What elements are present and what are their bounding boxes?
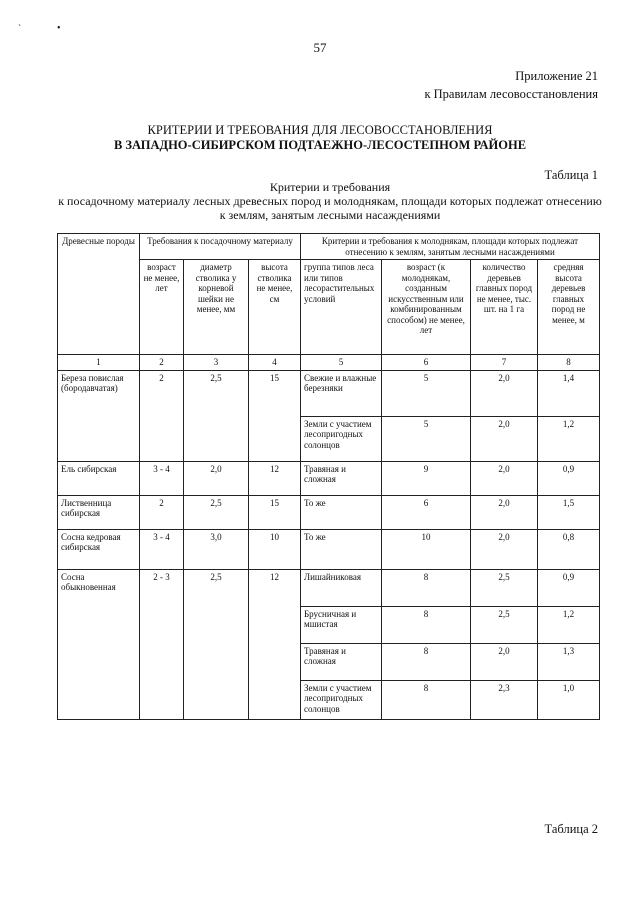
stem-height-cell: 12 [249, 461, 301, 495]
stem-height-cell: 10 [249, 529, 301, 569]
young-age-cell: 8 [382, 606, 471, 643]
average-height-cell: 1,4 [538, 370, 600, 416]
table-row [58, 569, 600, 606]
header-row-1 [58, 234, 600, 260]
header-tree-count: количество деревьев главных пород не менее, тыс. шт. на 1 га [471, 260, 538, 355]
column-number: 7 [471, 355, 538, 371]
column-number: 4 [249, 355, 301, 371]
column-number: 2 [140, 355, 184, 371]
species-cell: Береза повислая (бородавчатая) [58, 370, 140, 461]
table-2-label: Таблица 2 [544, 822, 598, 836]
forest-type-cell: Свежие и влажные березняки [301, 370, 382, 416]
table-row [58, 529, 600, 569]
young-age-cell: 5 [382, 416, 471, 461]
young-age-cell: 10 [382, 529, 471, 569]
table-subtitle [40, 180, 620, 222]
species-cell: Ель сибирская [58, 461, 140, 495]
table-label: Таблица 1 [544, 168, 598, 182]
header-age: возраст не менее, лет [140, 260, 184, 355]
tree-count-cell: 2,0 [471, 529, 538, 569]
stem-diameter-cell: 2,5 [184, 569, 249, 719]
average-height-cell: 0,8 [538, 529, 600, 569]
appendix-block [424, 67, 598, 103]
forest-type-cell: Земли с участием лесопригодных солонцов [301, 680, 382, 719]
scan-mark-left: ` [18, 24, 22, 35]
table-row [58, 370, 600, 416]
average-height-cell: 1,2 [538, 416, 600, 461]
tree-count-cell: 2,0 [471, 416, 538, 461]
stem-diameter-cell: 2,5 [184, 370, 249, 461]
seedling-age-cell: 2 - 3 [140, 569, 184, 719]
species-cell: Сосна обыкновенная [58, 569, 140, 719]
average-height-cell: 1,2 [538, 606, 600, 643]
forest-type-cell: То же [301, 495, 382, 529]
stem-diameter-cell: 2,5 [184, 495, 249, 529]
young-age-cell: 8 [382, 680, 471, 719]
header-height: высота стволика не менее, см [249, 260, 301, 355]
column-number: 5 [301, 355, 382, 371]
header-species: Древесные породы [58, 234, 140, 355]
title-line-2: В ЗАПАДНО-СИБИРСКОМ ПОДТАЕЖНО-ЛЕСОСТЕПНОМ РАЙОНЕ [113, 138, 527, 152]
species-cell: Лиственница сибирская [58, 495, 140, 529]
column-number: 6 [382, 355, 471, 371]
average-height-cell: 0,9 [538, 569, 600, 606]
header-average-height: средняя высота деревьев главных пород не менее, м [538, 260, 600, 355]
header-young-stands: Критерии и требования к молоднякам, площади которых подлежат отнесению к землям, занятым лесными насаждениями [301, 234, 600, 260]
title-line-1: КРИТЕРИИ И ТРЕБОВАНИЯ ДЛЯ ЛЕСОВОССТАНОВЛЕНИЯ [147, 123, 493, 137]
column-number: 8 [538, 355, 600, 371]
appendix-line-1: Приложение 21 [515, 69, 598, 83]
tree-count-cell: 2,5 [471, 606, 538, 643]
forest-type-cell: Травяная и сложная [301, 643, 382, 680]
column-number: 1 [58, 355, 140, 371]
tree-count-cell: 2,0 [471, 461, 538, 495]
forest-type-cell: Земли с участием лесопригодных солонцов [301, 416, 382, 461]
stem-height-cell: 12 [249, 569, 301, 719]
appendix-line-2: к Правилам лесовосстановления [424, 87, 598, 101]
forest-type-cell: Лишайниковая [301, 569, 382, 606]
young-age-cell: 6 [382, 495, 471, 529]
column-number: 3 [184, 355, 249, 371]
header-young-age: возраст (к молоднякам, созданным искусственным или комбинированным способом) не менее, лет [382, 260, 471, 355]
seedling-age-cell: 2 [140, 370, 184, 461]
header-row-2 [58, 260, 600, 355]
header-forest-type: группа типов леса или типов лесорастительных условий [301, 260, 382, 355]
tree-count-cell: 2,5 [471, 569, 538, 606]
average-height-cell: 1,3 [538, 643, 600, 680]
stem-height-cell: 15 [249, 370, 301, 461]
criteria-table [57, 233, 600, 720]
tree-count-cell: 2,0 [471, 643, 538, 680]
species-cell: Сосна кедровая сибирская [58, 529, 140, 569]
table-row [58, 461, 600, 495]
table-row [58, 495, 600, 529]
stem-diameter-cell: 2,0 [184, 461, 249, 495]
young-age-cell: 8 [382, 569, 471, 606]
stem-height-cell: 15 [249, 495, 301, 529]
average-height-cell: 0,9 [538, 461, 600, 495]
young-age-cell: 5 [382, 370, 471, 416]
subtitle-line-2: к посадочному материалу лесных древесных пород и молоднякам, площади которых подлежат отнесению [58, 194, 602, 208]
document-title [0, 123, 640, 153]
forest-type-cell: Травяная и сложная [301, 461, 382, 495]
page-number: 57 [313, 40, 327, 55]
forest-type-cell: Брусничная и мшистая [301, 606, 382, 643]
tree-count-cell: 2,0 [471, 370, 538, 416]
tree-count-cell: 2,0 [471, 495, 538, 529]
scan-mark-right: • [57, 23, 61, 34]
average-height-cell: 1,0 [538, 680, 600, 719]
young-age-cell: 9 [382, 461, 471, 495]
average-height-cell: 1,5 [538, 495, 600, 529]
seedling-age-cell: 2 [140, 495, 184, 529]
subtitle-line-1: Критерии и требования [269, 180, 391, 194]
column-number-row [58, 355, 600, 371]
subtitle-line-3: к землям, занятым лесными насаждениями [219, 208, 441, 222]
forest-type-cell: То же [301, 529, 382, 569]
tree-count-cell: 2,3 [471, 680, 538, 719]
seedling-age-cell: 3 - 4 [140, 461, 184, 495]
header-planting-material: Требования к посадочному материалу [140, 234, 301, 260]
header-diameter: диаметр стволика у корневой шейки не менее, мм [184, 260, 249, 355]
stem-diameter-cell: 3,0 [184, 529, 249, 569]
young-age-cell: 8 [382, 643, 471, 680]
seedling-age-cell: 3 - 4 [140, 529, 184, 569]
